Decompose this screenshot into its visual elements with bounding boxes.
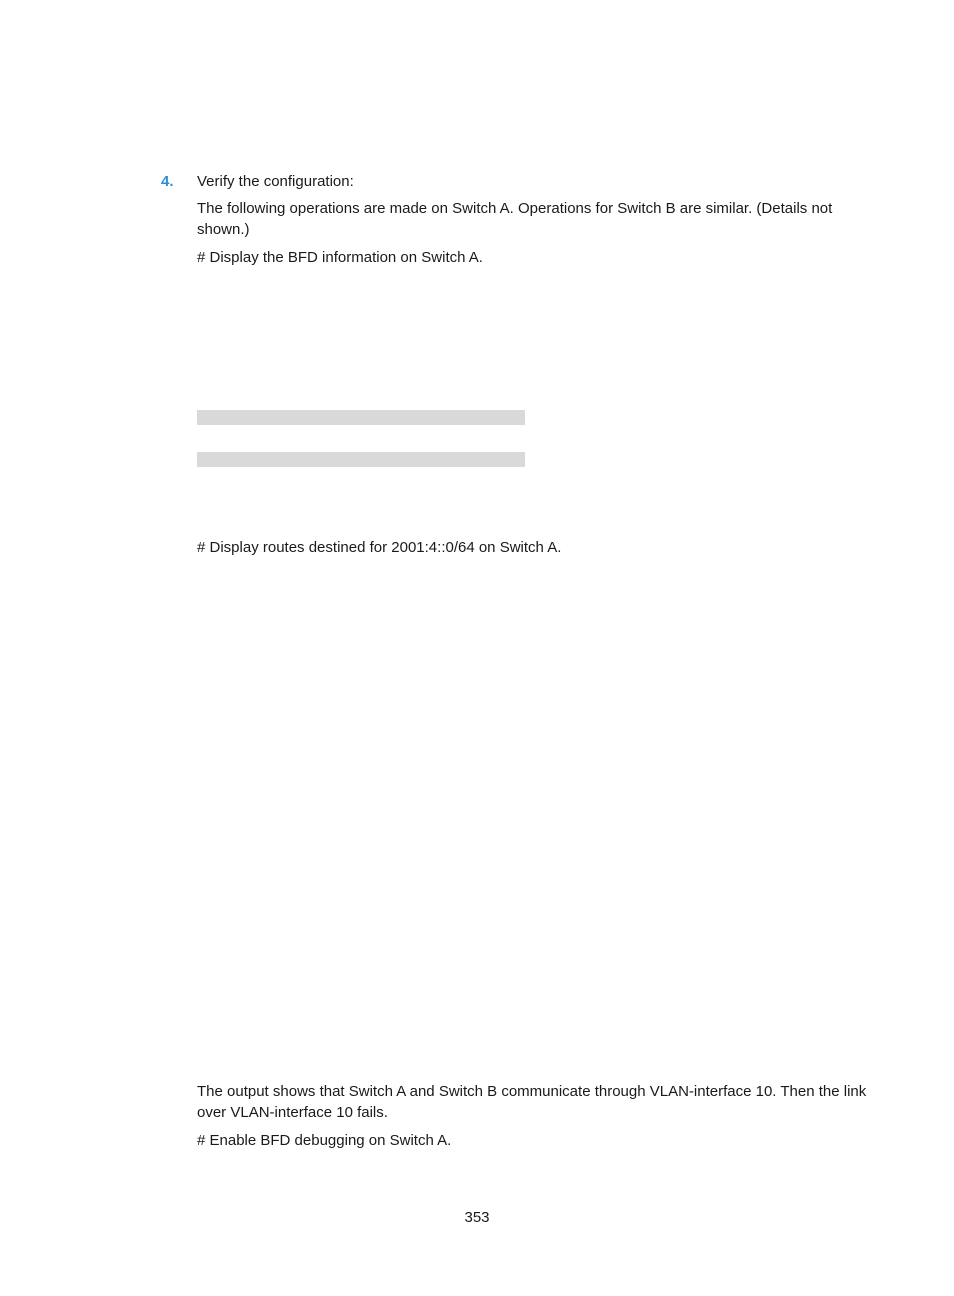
step-number: 4. [161,173,174,190]
page-number: 353 [464,1209,490,1226]
enable-debug-comment: # Enable BFD debugging on Switch A. [197,1132,452,1149]
display-routes-comment: # Display routes destined for 2001:4::0/64 on Switch A. [197,539,562,556]
output-note: The output shows that Switch A and Switch B communicate through VLAN-interface 10. Then the link over VLAN-interface 10 fails. [197,1083,867,1121]
redacted-output-bar [197,410,525,425]
operations-note: The following operations are made on Switch A. Operations for Switch B are similar. (Details not shown.) [197,200,833,238]
step-title: Verify the configuration: [197,173,354,190]
redacted-output-bar [197,452,525,467]
display-bfd-comment: # Display the BFD information on Switch A. [197,249,483,266]
